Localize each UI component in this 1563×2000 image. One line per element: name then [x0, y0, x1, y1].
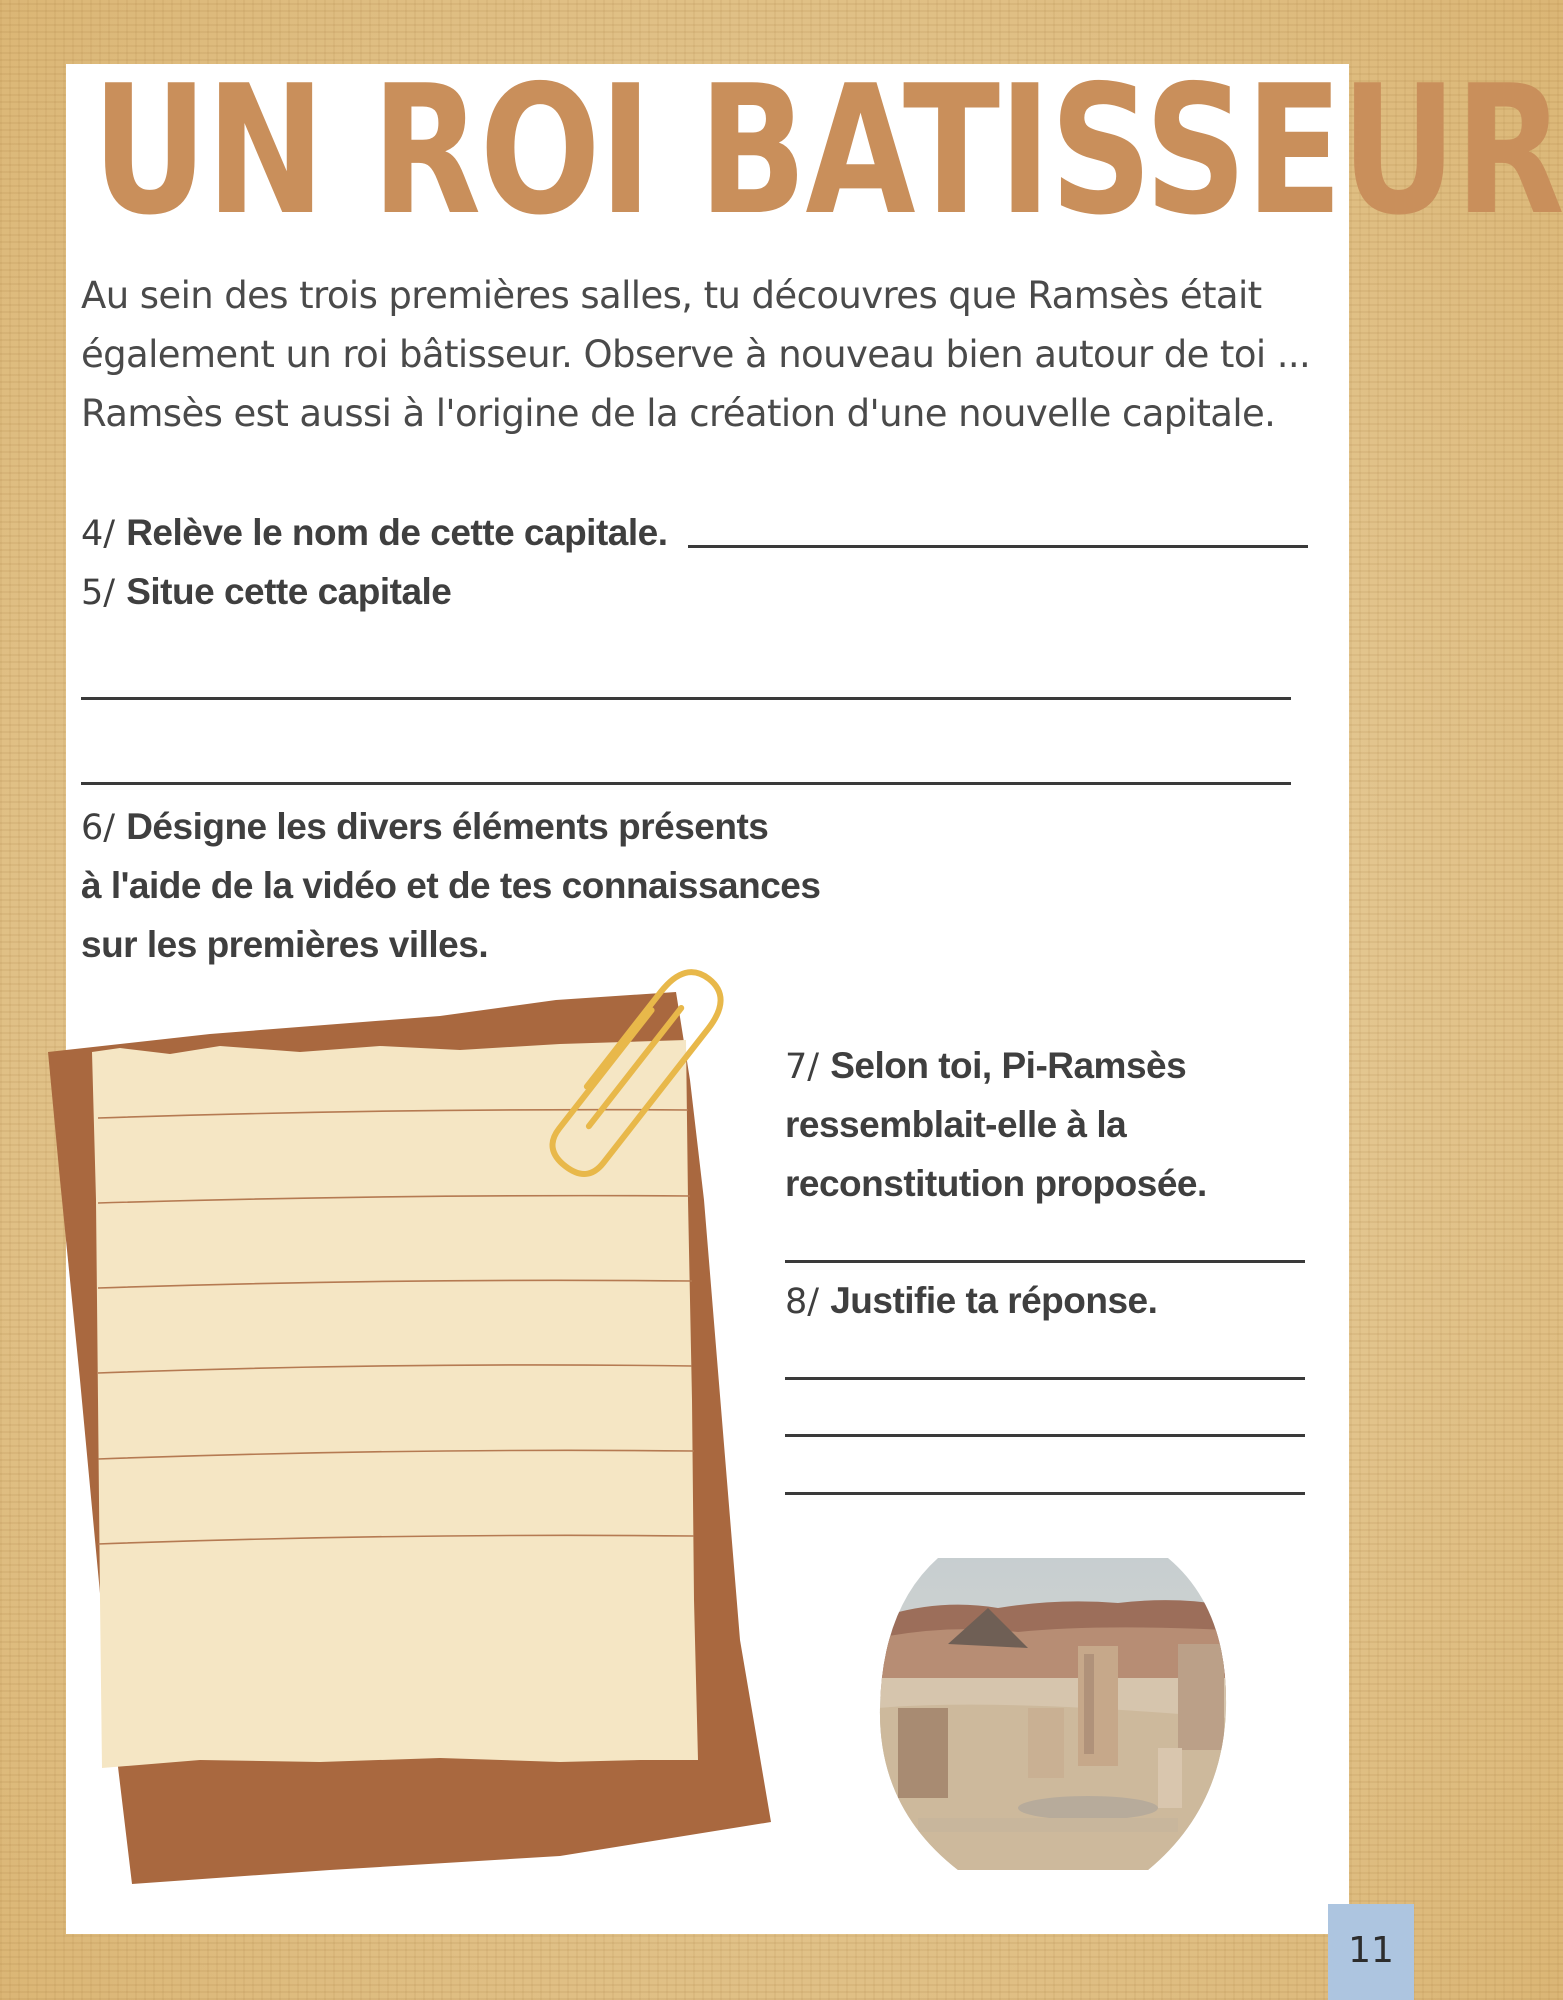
question-4-number: 4/ — [81, 514, 116, 554]
answer-line-q5-2[interactable] — [81, 782, 1291, 785]
question-6-text-3: sur les premières villes. — [81, 924, 489, 965]
ruins-photo — [878, 1558, 1228, 1870]
answer-line-q5-1[interactable] — [81, 697, 1291, 700]
question-7-line-2 — [785, 1095, 1126, 1156]
question-7-text-1: Selon toi, Pi-Ramsès — [830, 1045, 1187, 1086]
question-7-line-3 — [785, 1154, 1207, 1215]
question-8-number: 8/ — [785, 1282, 820, 1322]
question-6-line-3 — [81, 915, 488, 976]
answer-line-q7[interactable] — [785, 1260, 1305, 1263]
page-number-tab — [1328, 1904, 1414, 2000]
answer-line-q8-2[interactable] — [785, 1434, 1305, 1437]
question-4 — [81, 503, 668, 564]
question-7-text-2: ressemblait-elle à la — [785, 1104, 1127, 1145]
question-6-text-1: Désigne les divers éléments présents — [126, 806, 769, 847]
answer-line-q4[interactable] — [688, 545, 1308, 548]
page-number: 11 — [1348, 1930, 1394, 1971]
question-6-text-2: à l'aide de la vidéo et de tes connaissances — [81, 865, 821, 906]
answer-line-q8-1[interactable] — [785, 1377, 1305, 1380]
question-6-line-2 — [81, 856, 820, 917]
question-5-number: 5/ — [81, 573, 116, 613]
intro-paragraph: Au sein des trois premières salles, tu découvres que Ramsès était également un roi bâtisseur. Observe à nouveau bien autour de toi ... Ramsès est aussi à l'origine de la création d'une nouvelle capitale. — [81, 274, 1311, 435]
question-6-line-1 — [81, 797, 768, 858]
question-4-text: Relève le nom de cette capitale. — [126, 512, 668, 553]
question-8 — [785, 1271, 1157, 1332]
page-title: UN ROI BATISSEUR — [92, 47, 1563, 254]
question-5 — [81, 562, 451, 623]
question-7-number: 7/ — [785, 1047, 820, 1087]
question-6-number: 6/ — [81, 808, 116, 848]
answer-line-q8-3[interactable] — [785, 1492, 1305, 1495]
question-8-text: Justifie ta réponse. — [830, 1280, 1158, 1321]
question-7-line-1 — [785, 1036, 1186, 1097]
question-7-text-3: reconstitution proposée. — [785, 1163, 1207, 1204]
question-5-text: Situe cette capitale — [126, 571, 452, 612]
